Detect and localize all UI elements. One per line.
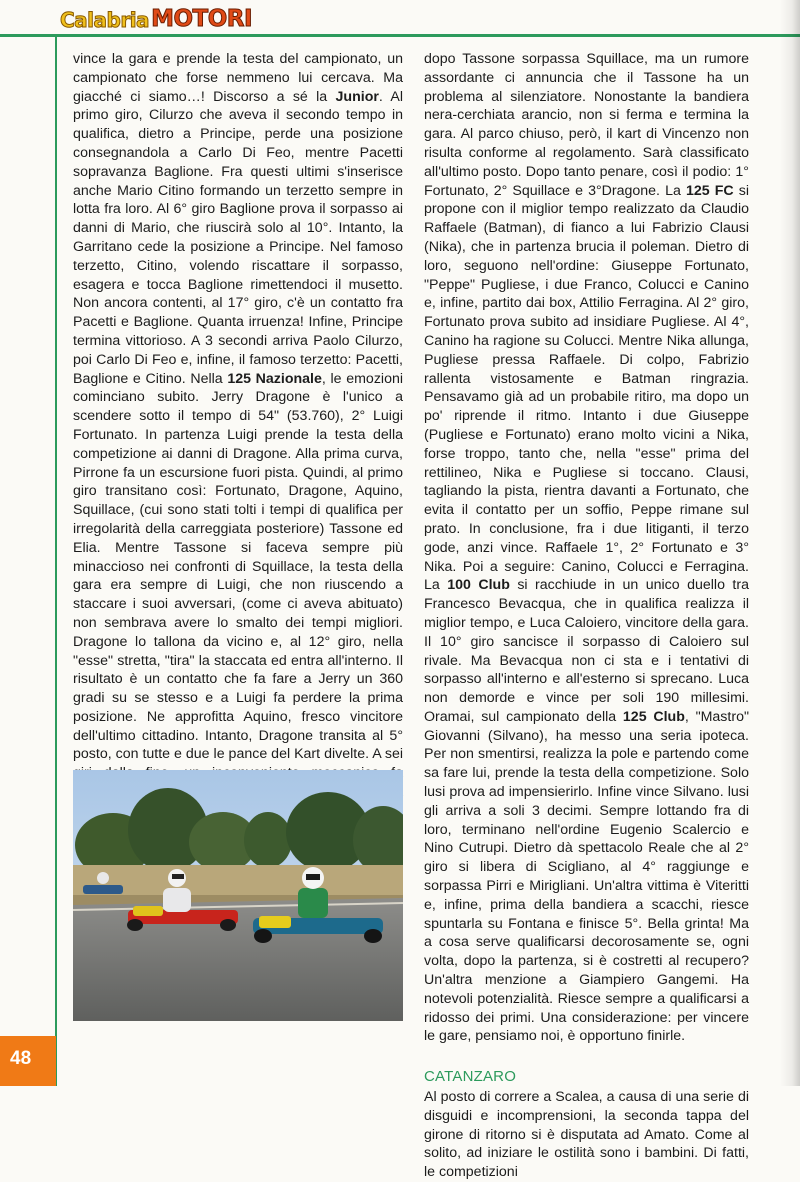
category-125-club: 125 Club	[622, 708, 685, 725]
page-number: 48	[10, 1048, 32, 1069]
article-paragraph: vince la gara e prende la testa del campionato, un campionato che forse nemmeno lui cercava. Ma giacché ci siamo…! Discorso a sé la Junior. Al primo giro, Cilurzo che aveva il secondo tempo in qualifica, dietro a Principe, perde una posizione consegnandola a Carlo Di Feo, mentre Pacetti sopravanza Baglione. Fra questi ultimi s'inserisce anche Mario Citino formando un terzetto sempre in lotta fra loro. Al 6° giro Baglione prova il sorpasso ai danni di Mario, che riuscirà solo al 10°. Intanto, la Garritano cede la posizione a Principe. Nel famoso terzetto, Citino, volendo riscattare il sorpasso, esagera e tocca Baglione rimettendoci il musetto. Non ancora contenti, al 17° giro, c'è un contatto fra Pacetti e Baglione. Quanta irruenza! Infine, Principe termina vittorioso. A 3 secondi arriva Paolo Cilurzo, poi Carlo Di Feo e, infine, il famoso terzetto: Pacetti, Baglione e Citino. Nella 125 Nazionale, le emozioni cominciano subito. Jerry Dragone è l'unico a scendere sotto il tempo di 54" (53.760), 2° Luigi Fortunato. In partenza Luigi prende la testa della competizione ai danni di Dragone. Alla prima curva, Pirrone fa un escursione fuori pista. Quindi, al primo giro transitano così: Fortunato, Dragone, Aquino, Squillace, (cui sono stati tolti i tempi di qualifica per irregolarità della carreggiata posteriore) Tassone ed Elia. Mentre Tassone si faceva sempre più minaccioso nei confronti di Squillace, la testa della gara era sempre di Luigi, che non riuscendo a staccare i suoi avversari, (come ci aveva abituato) non sembrava avere lo smalto dei tempi migliori. Dragone lo tallona da vicino e, al 12° giro, nella "esse" stretta, "tira" la staccata ed entra all'interno. Il risultato è un contatto che fa fare a Jerry un 360 gradi su se stesso e a Luigi fa perdere la prima posizione. Ne approfitta Aquino, fresco vincitore dell'ultimo cittadino. Intanto, Dragone transita al 5° posto, con tutte e due le pance del Kart divelte. A sei	[73, 51, 404, 763]
article-paragraph: Al posto di correre a Scalea, a causa di una serie di disguidi e incomprensioni, la seconda tappa del girone di ritorno si è disputata ad Amato. Come al solito, ad iniziare le ostilità sono i bambini. Di fatti, le competizioni	[424, 1089, 749, 1181]
logo-motori: MOTORI	[151, 6, 253, 32]
page-header	[0, 0, 800, 36]
category-junior: Junior	[335, 88, 379, 105]
karting-photo	[73, 770, 403, 1021]
text-column-left	[73, 50, 403, 839]
category-125-fc: 125 FC	[685, 182, 734, 199]
page-edge-shadow	[780, 0, 800, 1086]
page-number-box	[0, 1036, 56, 1086]
article-paragraph: dopo Tassone sorpassa Squillace, ma un rumore assordante ci annuncia che il Tassone ha un problema al silenziatore. Nonostante la bandiera nera-cerchiata arancio, non si ferma e termina la gara. Al parco chiuso, però, il kart di Vincenzo non risulta conforme al regolamento. Sarà classificato all'ultimo posto. Dopo tanto penare, così il podio: 1° Fortunato, 2° Squillace e 3°Dragone. La 125 FC si propone con il miglior tempo realizzato da Claudio Raffaele (Batman), di fianco a lui Fabrizio Clausi (Nika), che in partenza brucia il poleman. Dietro di loro, seguono nell'ordine: Giuseppe Fortunato, "Peppe" Pugliese, i due Franco, Colucci e Canino e, infine, partito dai box, Attilio Ferragina. Al 2° giro, Fortunato prova subito ad insidiare Pugliese. Al 4°, Canino ha ragione su Colucci. Mentre Nika allunga, Pugliese pressa Raffaele. Di colpo, Fabrizio rallenta vistosamente e Batman ringrazia. Pensavamo già ad un probabile ritiro, ma dopo un po' riprende il ritmo. Intanto i due Giuseppe (Pugliese e Fortunato) erano molto vicini a Nika, forse troppo, tanto che, nella "esse" prima del rettilineo, Nika e Pugliese si toccano. Clausi, tagliando la pista, rientra davanti a Fortunato, che evita il contatto per un soffio, Peppe rimane sul prato. In conclusione, fra i due litiganti, il terzo gode, anzi vince. Raffaele 1°, 2° Fortunato e 3° Nika. Poi a seguire: Canino, Colucci e Ferragina. La 100 Club si racchiude in un unico duello tra Francesco Bevacqua, che in qualifica realizza il miglior tempo, e Luca Caloiero, vincitore della gara. Il 10° giro sancisce il sorpasso di Caloiero sul rivale. Ma Bevacqua non ci sta e i tentativi di sorpasso all'interno e all'esterno si sprecano. Luca non demorde e vince per soli 190 millesimi. Oramai, sul campionato della 125 Club, "Mastro" Giovanni (Silvano), ha messo una seria ipoteca. Per non smentirsi, realizza la pole e partendo come sa fare lui, prende la testa della competizione. Solo lusi prova ad impensierirlo. Infine vince Silvano. lusi gli arriva a soli 3 decimi. Sempre lottando fra di loro, terminano nell'ordine Eugenio Scalercio e Nino Cutrupi. Dietro dà spettacolo Reale che al 2° giro si libera di Scigliano, al 4° raggiunge e sorpassa Pirri e Mirigliani. Un'altra vittima è Viteritti e, infine, prima della bandiera a scacchi, riesce spuntarla su Fontana e finisce 5°. Bella grinta! Ma a cosa serve qualificarsi decorosamente se, ogni volta, dopo la partenza, si è costretti al recupero? Un'altra menzione a Giampiero Gangemi. Ha notevoli potenzialità. Riesce sempre a qualificarsi a ridosso dei primi. Una considerazione: per vincere le gare, pensiamo noi, è opportuno finirle.	[424, 51, 750, 1045]
category-100-club: 100 Club	[447, 577, 510, 594]
header-rule	[0, 34, 800, 37]
margin-rule	[55, 37, 57, 1086]
section-heading-catanzaro: CATANZARO	[424, 1068, 517, 1086]
logo-calabria: Calabria	[60, 8, 150, 32]
category-125-nazionale: 125 Nazionale	[227, 370, 322, 387]
magazine-logo	[60, 4, 252, 32]
text-column-right	[424, 50, 749, 1182]
